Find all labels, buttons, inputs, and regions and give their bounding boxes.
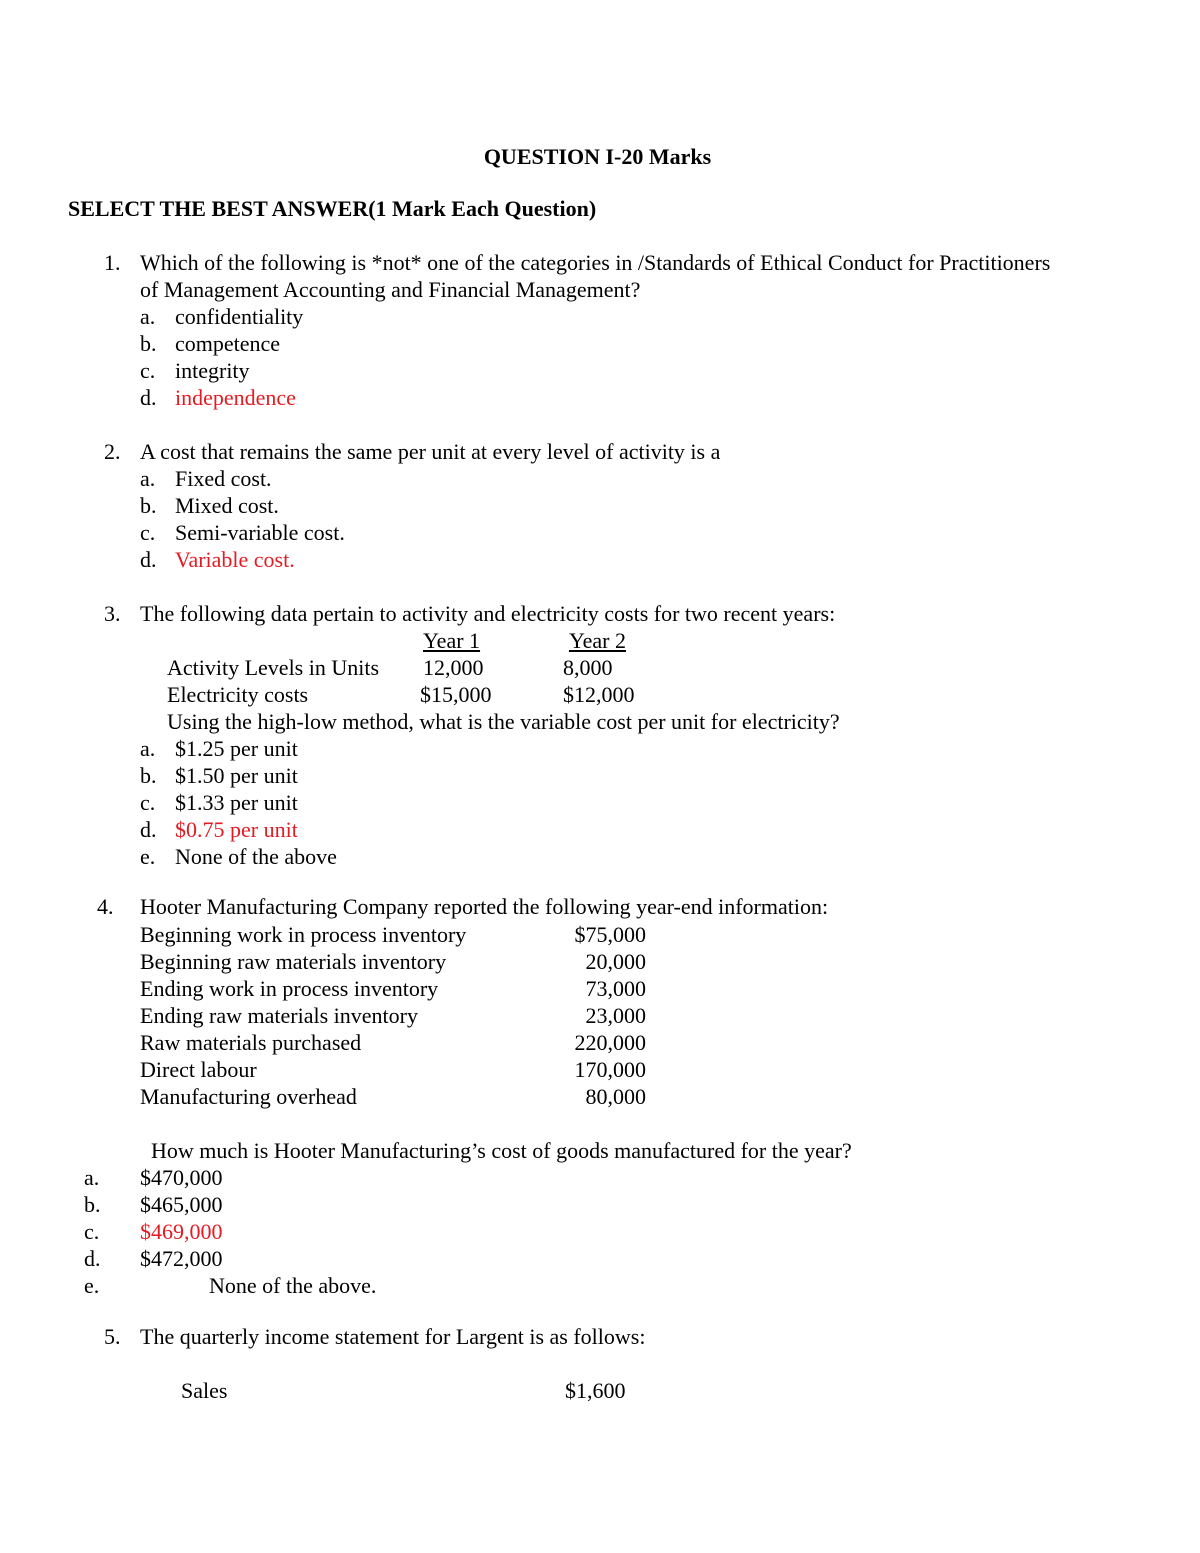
option-text: Semi-variable cost. bbox=[175, 520, 345, 545]
table-cell: 12,000 bbox=[423, 655, 484, 680]
table-cell: $15,000 bbox=[420, 682, 492, 707]
option-letter: b. bbox=[140, 331, 157, 356]
option-text: $465,000 bbox=[140, 1192, 223, 1217]
data-row-label: Beginning raw materials inventory bbox=[140, 949, 447, 974]
data-row-value: 20,000 bbox=[585, 949, 646, 974]
data-row-value: 220,000 bbox=[574, 1030, 646, 1055]
statement-row-label: Sales bbox=[181, 1378, 228, 1403]
data-row-label: Manufacturing overhead bbox=[140, 1084, 357, 1109]
question-text: of Management Accounting and Financial Management? bbox=[140, 277, 641, 302]
option-text: Mixed cost. bbox=[175, 493, 279, 518]
table-cell: 8,000 bbox=[563, 655, 613, 680]
option-letter: d. bbox=[84, 1246, 101, 1271]
instruction-heading: SELECT THE BEST ANSWER(1 Mark Each Question) bbox=[68, 196, 597, 221]
question-text: The quarterly income statement for Largent is as follows: bbox=[140, 1324, 646, 1349]
option-letter: a. bbox=[140, 466, 156, 491]
option-text: confidentiality bbox=[175, 304, 304, 329]
question-text: Hooter Manufacturing Company reported the following year-end information: bbox=[140, 894, 829, 919]
question-text: The following data pertain to activity and electricity costs for two recent years: bbox=[140, 601, 836, 626]
question-number: 3. bbox=[104, 601, 121, 626]
correct-answer-text: independence bbox=[175, 385, 296, 410]
table-header-year-1: Year 1 bbox=[423, 628, 481, 653]
table-row-label: Activity Levels in Units bbox=[167, 655, 380, 680]
option-letter: b. bbox=[140, 493, 157, 518]
table-cell: $12,000 bbox=[563, 682, 635, 707]
data-row-value: 80,000 bbox=[585, 1084, 646, 1109]
question-text: Which of the following is *not* one of the categories in /Standards of Ethical Conduct for Practitioners bbox=[140, 250, 1051, 275]
option-letter: d. bbox=[140, 817, 157, 842]
option-letter: d. bbox=[140, 547, 157, 572]
question-text: A cost that remains the same per unit at every level of activity is a bbox=[140, 439, 721, 464]
correct-answer-text: $469,000 bbox=[140, 1219, 223, 1244]
option-text: $1.25 per unit bbox=[175, 736, 298, 761]
option-text: $1.50 per unit bbox=[175, 763, 298, 788]
option-text: $1.33 per unit bbox=[175, 790, 298, 815]
option-letter: a. bbox=[140, 304, 156, 329]
question-number: 1. bbox=[104, 250, 121, 275]
table-header-year-2: Year 2 bbox=[568, 628, 626, 653]
option-text: None of the above. bbox=[209, 1273, 377, 1298]
question-number: 5. bbox=[104, 1324, 121, 1349]
statement-row-value: $1,600 bbox=[565, 1378, 626, 1403]
option-letter: b. bbox=[84, 1192, 101, 1217]
data-row-value: 73,000 bbox=[585, 976, 646, 1001]
data-row-value: 23,000 bbox=[585, 1003, 646, 1028]
option-text: Fixed cost. bbox=[175, 466, 272, 491]
option-letter: c. bbox=[140, 790, 156, 815]
option-text: integrity bbox=[175, 358, 250, 383]
data-row-label: Beginning work in process inventory bbox=[140, 922, 467, 947]
question-number: 4. bbox=[97, 894, 114, 919]
option-letter: c. bbox=[140, 358, 156, 383]
option-letter: d. bbox=[140, 385, 157, 410]
table-row-label: Electricity costs bbox=[167, 682, 309, 707]
option-letter: e. bbox=[84, 1273, 100, 1298]
page-title: QUESTION I-20 Marks bbox=[483, 144, 712, 169]
option-letter: a. bbox=[140, 736, 156, 761]
data-row-value: $75,000 bbox=[574, 922, 646, 947]
question-subtext: Using the high-low method, what is the variable cost per unit for electricity? bbox=[167, 709, 840, 734]
data-row-label: Ending raw materials inventory bbox=[140, 1003, 418, 1028]
option-text: $472,000 bbox=[140, 1246, 223, 1271]
option-text: None of the above bbox=[175, 844, 337, 869]
correct-answer-text: Variable cost. bbox=[175, 547, 295, 572]
data-row-label: Ending work in process inventory bbox=[140, 976, 439, 1001]
question-subtext: How much is Hooter Manufacturing’s cost of goods manufactured for the year? bbox=[151, 1138, 852, 1163]
option-letter: c. bbox=[84, 1219, 100, 1244]
data-row-value: 170,000 bbox=[574, 1057, 646, 1082]
question-number: 2. bbox=[104, 439, 121, 464]
option-text: $470,000 bbox=[140, 1165, 223, 1190]
data-row-label: Raw materials purchased bbox=[140, 1030, 362, 1055]
correct-answer-text: $0.75 per unit bbox=[175, 817, 298, 842]
data-row-label: Direct labour bbox=[140, 1057, 257, 1082]
option-letter: c. bbox=[140, 520, 156, 545]
option-letter: a. bbox=[84, 1165, 100, 1190]
option-text: competence bbox=[175, 331, 281, 356]
option-letter: b. bbox=[140, 763, 157, 788]
option-letter: e. bbox=[140, 844, 156, 869]
